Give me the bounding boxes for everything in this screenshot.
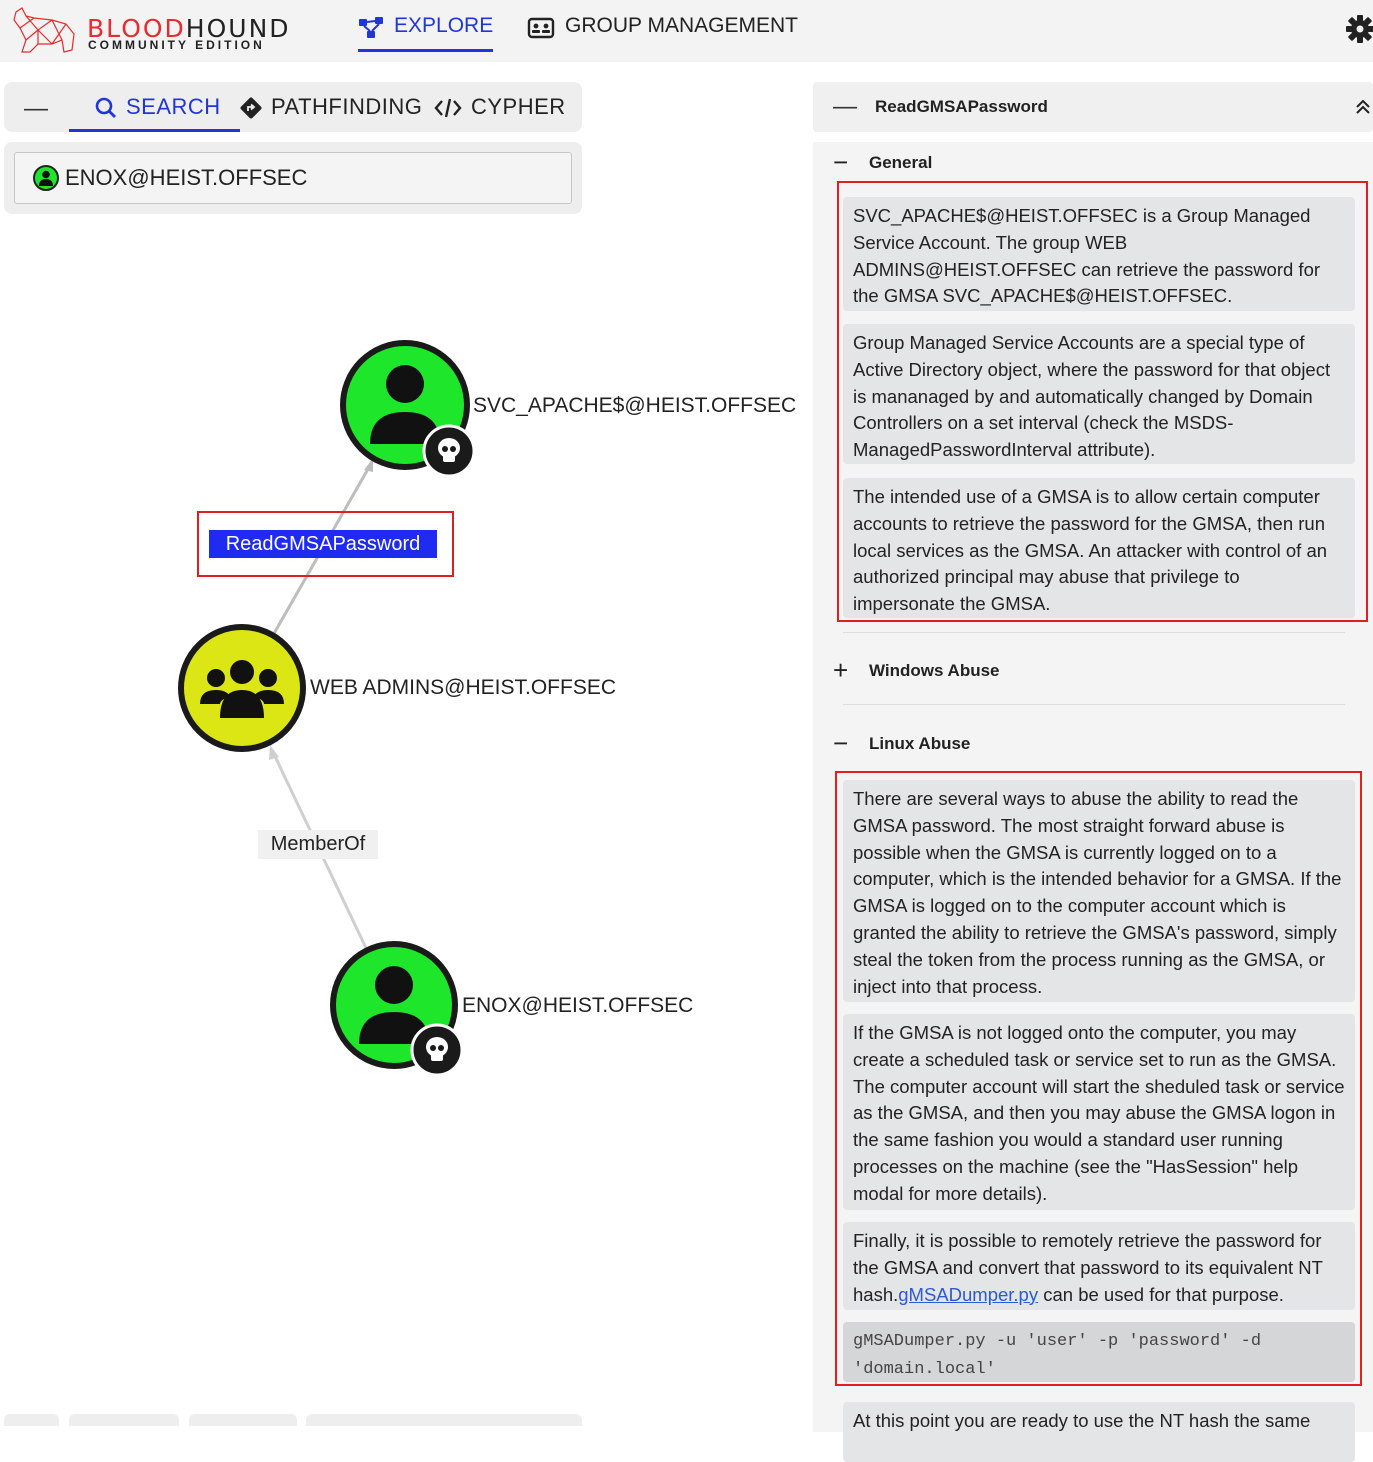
tab-explore-label: EXPLORE xyxy=(394,14,494,37)
linux-paragraph: At this point you are ready to use the NT hash the same xyxy=(843,1402,1355,1462)
gmsadumper-link[interactable]: gMSADumper.py xyxy=(898,1283,1039,1305)
divider xyxy=(843,632,1345,633)
bottom-control[interactable] xyxy=(189,1414,297,1426)
code-block: gMSADumper.py -u 'user' -p 'password' -d 'domain.local' xyxy=(843,1322,1355,1382)
divider xyxy=(843,704,1345,705)
linux-paragraph: If the GMSA is not logged onto the computer, you may create a scheduled task or service set to run as the GMSA. The computer account will start the sheduled task or service as the GMSA, and then you may abuse the GMSA logon in the same fashion you would a standard user running processes on the machine (see the "HasSession" help modal for more details). xyxy=(843,1014,1355,1210)
node-label-svc-apache: SVC_APACHE$@HEIST.OFFSEC xyxy=(473,394,797,417)
bottom-control[interactable] xyxy=(69,1414,179,1426)
search-value: ENOX@HEIST.OFFSEC xyxy=(65,165,308,190)
tab-cypher-label: CYPHER xyxy=(471,94,566,119)
section-general-header[interactable] xyxy=(833,147,932,178)
panel-header xyxy=(813,82,1373,132)
highlight-box-general xyxy=(837,181,1368,622)
tab-pathfinding-label: PATHFINDING xyxy=(271,94,423,119)
bottom-control[interactable] xyxy=(4,1414,59,1426)
node-web-admins[interactable] xyxy=(181,627,303,749)
chevron-double-up-icon[interactable] xyxy=(1355,98,1371,116)
node-label-enox: ENOX@HEIST.OFFSEC xyxy=(462,994,694,1017)
linux-p3-text-end: can be used for that purpose. xyxy=(1038,1283,1284,1305)
edge-label-memberof[interactable]: MemberOf xyxy=(258,830,378,859)
tab-search-label: SEARCH xyxy=(126,94,221,119)
node-label-web-admins: WEB ADMINS@HEIST.OFFSEC xyxy=(310,676,617,699)
gear-icon[interactable] xyxy=(1346,14,1373,44)
plus-icon: + xyxy=(833,655,849,685)
section-linux-abuse-title: Linux Abuse xyxy=(869,733,971,753)
minus-icon: − xyxy=(833,728,849,758)
linux-paragraph: There are several ways to abuse the ability to read the GMSA password. The most straight forward abuse is possible when the GMSA is currently logged on to a computer, which is the intended behavior for a GMSA. If the GMSA is logged on to the computer account which is granted the ability to retrieve the GMSA's password, simply steal the token from the process running as the GMSA, or inject into that process. xyxy=(843,780,1355,1002)
collapse-panel-button[interactable]: — xyxy=(833,93,857,120)
section-general-title: General xyxy=(869,152,933,172)
tab-group-management-label: GROUP MANAGEMENT xyxy=(565,14,798,37)
general-paragraph: SVC_APACHE$@HEIST.OFFSEC is a Group Managed Service Account. The group WEB ADMINS@HEIST.OFFSEC can retrieve the password for the GMSA SVC_APACHE$@HEIST.OFFSEC. xyxy=(843,197,1355,311)
logo-wordmark: BLOODHOUND xyxy=(87,14,291,43)
general-paragraph: Group Managed Service Accounts are a special type of Active Directory object, where the password for that object is mananaged by and automatically changed by Domain Controllers on a set interval (check the MSDS-ManagedPasswordInterval attribute). xyxy=(843,324,1355,464)
linux-p3-text: Finally, it is possible to remotely retrieve the password for the GMSA and convert that password to its equivalent NT hash. xyxy=(853,1230,1323,1305)
section-linux-abuse-header[interactable] xyxy=(833,728,970,759)
section-windows-abuse-title: Windows Abuse xyxy=(869,660,1000,680)
node-svc-apache[interactable] xyxy=(343,343,474,476)
highlight-box-linux xyxy=(835,771,1362,1386)
panel-title: ReadGMSAPassword xyxy=(875,97,1048,116)
node-enox[interactable] xyxy=(333,944,462,1075)
bottom-control[interactable] xyxy=(306,1414,582,1426)
edge-label-readgmsapassword[interactable]: ReadGMSAPassword xyxy=(209,530,437,558)
logo-subtitle: COMMUNITY EDITION xyxy=(88,38,265,52)
edge-arrow-memberof xyxy=(269,745,279,760)
collapse-explore-button[interactable]: — xyxy=(24,95,48,122)
general-paragraph: The intended use of a GMSA is to allow certain computer accounts to retrieve the password for the GMSA, then run local services as the GMSA. An attacker with control of an authorized principal may abuse that privilege to impersonate the GMSA. xyxy=(843,478,1355,618)
section-windows-abuse-header[interactable] xyxy=(833,655,1000,686)
minus-icon: − xyxy=(833,147,849,177)
